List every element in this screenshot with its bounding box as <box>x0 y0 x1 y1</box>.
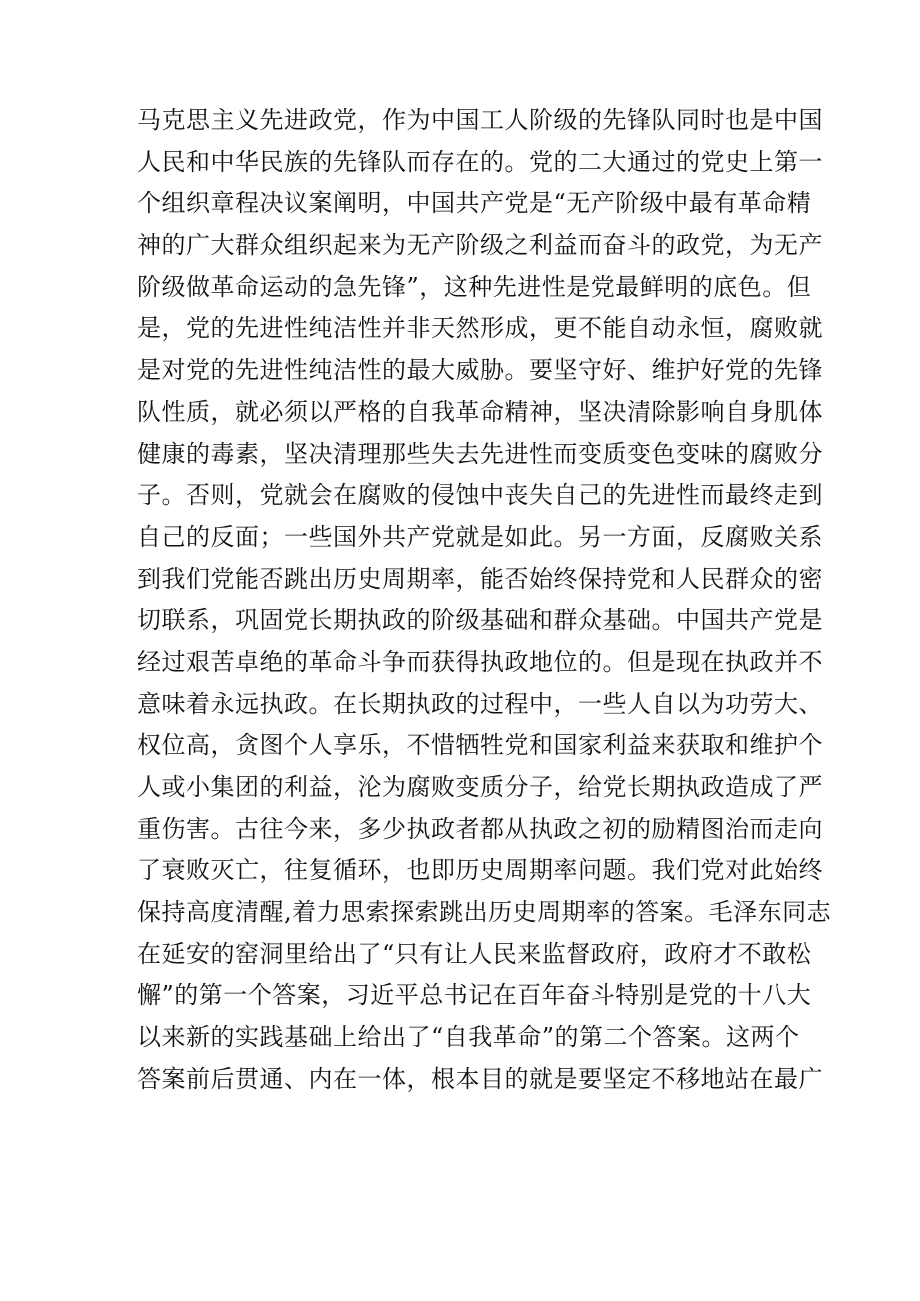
text-line: 在延安的窑洞里给出了“只有让人民来监督政府，政府才不敢松 <box>137 939 812 968</box>
body-paragraph <box>137 100 832 1101</box>
text-line: 神的广大群众组织起来为无产阶级之利益而奋斗的政党，为无产 <box>137 231 823 260</box>
text-line: 是，党的先进性纯洁性并非天然形成，更不能自动永恒，腐败就 <box>137 314 823 343</box>
text-line: 意味着永远执政。在长期执政的过程中，一些人自以为功劳大、 <box>137 689 823 718</box>
text-line: 自己的反面；一些国外共产党就是如此。另一方面，反腐败关系 <box>137 522 823 551</box>
text-line: 马克思主义先进政党，作为中国工人阶级的先锋队同时也是中国 <box>137 106 823 134</box>
text-line: 是对党的先进性纯洁性的最大威胁。要坚守好、维护好党的先锋 <box>137 356 823 385</box>
text-line: 权位高，贪图个人享乐，不惜牺牲党和国家利益来获取和维护个 <box>137 731 823 760</box>
text-line: 保持高度清醒,着力思索探索跳出历史周期率的答案。毛泽东同志 <box>137 898 832 927</box>
text-line: 人民和中华民族的先锋队而存在的。党的二大通过的党史上第一 <box>137 147 823 176</box>
text-line: 切联系，巩固党长期执政的阶级基础和群众基础。中国共产党是 <box>137 606 823 635</box>
text-line: 阶级做革命运动的急先锋”，这种先进性是党最鲜明的底色。但 <box>137 272 812 301</box>
text-line: 答案前后贯通、内在一体，根本目的就是要坚定不移地站在最广 <box>137 1064 823 1093</box>
text-line: 子。否则，党就会在腐败的侵蚀中丧失自己的先进性而最终走到 <box>137 481 823 510</box>
text-line: 队性质，就必须以严格的自我革命精神，坚决清除影响自身肌体 <box>137 397 823 426</box>
text-line: 以来新的实践基础上给出了“自我革命”的第二个答案。这两个 <box>137 1023 800 1052</box>
text-line: 个组织章程决议案阐明，中国共产党是“无产阶级中最有革命精 <box>137 189 812 218</box>
text-line: 了衰败灭亡，往复循环，也即历史周期率问题。我们党对此始终 <box>137 856 823 885</box>
text-line: 人或小集团的利益，沦为腐败变质分子，给党长期执政造成了严 <box>137 773 823 801</box>
text-line: 懈”的第一个答案，习近平总书记在百年奋斗特别是党的十八大 <box>137 981 812 1010</box>
text-line: 经过艰苦卓绝的革命斗争而获得执政地位的。但是现在执政并不 <box>137 647 823 676</box>
text-line: 重伤害。古往今来，多少执政者都从执政之初的励精图治而走向 <box>137 814 823 843</box>
text-line: 到我们党能否跳出历史周期率，能否始终保持党和人民群众的密 <box>137 564 823 593</box>
text-line: 健康的毒素，坚决清理那些失去先进性而变质变色变味的腐败分 <box>137 439 823 468</box>
